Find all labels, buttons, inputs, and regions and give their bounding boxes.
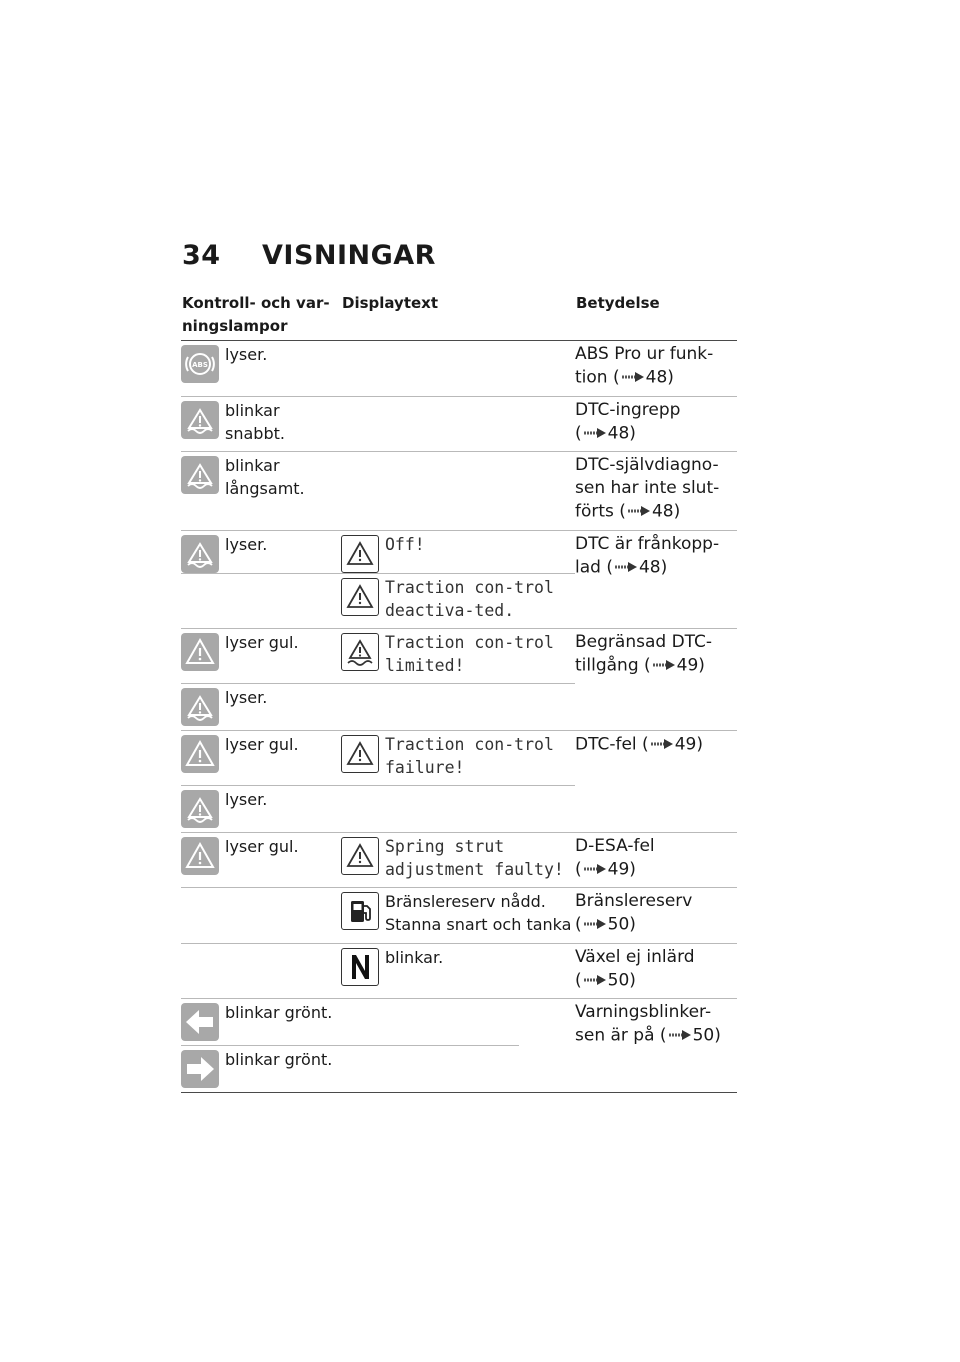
column-header-lamps: Kontroll- och var-ningslampor (182, 294, 330, 335)
reference-arrow-icon (615, 556, 637, 579)
reference-arrow-icon (584, 858, 606, 881)
lamp-state: lyser. (225, 534, 268, 554)
meaning-cell: Bränslereserv ( 50) (575, 891, 693, 935)
indicator-table (181, 340, 737, 1093)
svg-text:ABS: ABS (192, 361, 208, 369)
traction-control-icon (181, 401, 219, 439)
lamp-state: blinkar snabbt. (225, 400, 285, 443)
reference-arrow-icon (584, 969, 606, 992)
traction-control-icon (181, 535, 219, 573)
lamp-state: lyser gul. (225, 734, 299, 754)
display-text: Traction con-trol limited! (385, 632, 554, 675)
lamp-state: blinkar grönt. (225, 1003, 333, 1022)
table-row (181, 531, 737, 629)
display-text: blinkar. (385, 947, 444, 967)
lamp-state: blinkar långsamt. (225, 456, 305, 498)
reference-arrow-icon (584, 422, 606, 445)
table-row (181, 999, 737, 1092)
general-warning-triangle-icon (341, 837, 379, 875)
reference-arrow-icon (651, 733, 673, 756)
lamp-state: lyser. (225, 789, 268, 809)
general-warning-triangle-icon (181, 837, 219, 875)
lamp-state: blinkar grönt. (225, 1050, 333, 1069)
meaning-cell: DTC-fel ( 49) (575, 734, 703, 754)
table-row (181, 833, 737, 889)
meaning-cell: DTC-ingrepp ( 48) (575, 399, 681, 443)
table-row (181, 397, 737, 453)
reference-arrow-icon (622, 366, 644, 389)
general-warning-triangle-icon (181, 735, 219, 773)
turn-right-arrow-icon (181, 1050, 219, 1088)
display-text: Off! (385, 534, 425, 554)
table-row (181, 629, 737, 731)
neutral-gear-n-icon (341, 948, 379, 986)
lamp-state: lyser. (225, 345, 268, 364)
column-header-display: Displaytext (342, 294, 439, 312)
column-header-meaning: Betydelse (576, 294, 660, 312)
meaning-cell: D-ESA-fel ( 49) (575, 835, 655, 879)
lamp-state: lyser gul. (225, 632, 299, 652)
reference-arrow-icon (584, 913, 606, 936)
general-warning-triangle-icon (341, 535, 379, 573)
table-row (181, 731, 737, 833)
reference-arrow-icon (628, 500, 650, 523)
display-text: Bränslereserv nådd. Stanna snart och tanka (385, 892, 572, 934)
general-warning-triangle-icon (181, 633, 219, 671)
page-title: VISNINGAR (262, 240, 436, 271)
lamp-state: lyser gul. (225, 836, 299, 856)
reference-arrow-icon (669, 1024, 691, 1047)
fuel-pump-icon (341, 892, 379, 930)
meaning-cell: Begränsad DTC-tillgång ( 49) (575, 631, 713, 675)
meaning-cell: DTC-självdiagno-sen har inte slut-förts ( 48) (575, 455, 720, 522)
display-text: Traction con-trol failure! (385, 734, 554, 777)
traction-control-icon (341, 633, 379, 671)
meaning-cell: ABS Pro ur funk-tion ( 48) (575, 344, 714, 388)
display-text: Spring strut adjustment faulty! (385, 836, 564, 879)
meaning-cell: Varningsblinker-sen är på ( 50) (575, 1002, 721, 1046)
display-text: Traction con-trol deactiva-ted. (385, 577, 554, 620)
page-number: 34 (182, 240, 221, 271)
meaning-cell: Växel ej inlärd ( 50) (575, 946, 695, 990)
reference-arrow-icon (653, 654, 675, 677)
meaning-cell: DTC är frånkopp-lad ( 48) (575, 533, 720, 577)
turn-left-arrow-icon (181, 1003, 219, 1041)
lamp-state: lyser. (225, 687, 268, 707)
traction-control-icon (181, 456, 219, 494)
table-row (181, 341, 737, 397)
traction-control-icon (181, 688, 219, 726)
abs-warning-icon (181, 345, 219, 383)
table-row (181, 944, 737, 1000)
general-warning-triangle-icon (341, 735, 379, 773)
table-row (181, 452, 737, 531)
general-warning-triangle-icon (341, 578, 379, 616)
traction-control-icon (181, 790, 219, 828)
page-header (182, 240, 436, 271)
table-row (181, 888, 737, 944)
